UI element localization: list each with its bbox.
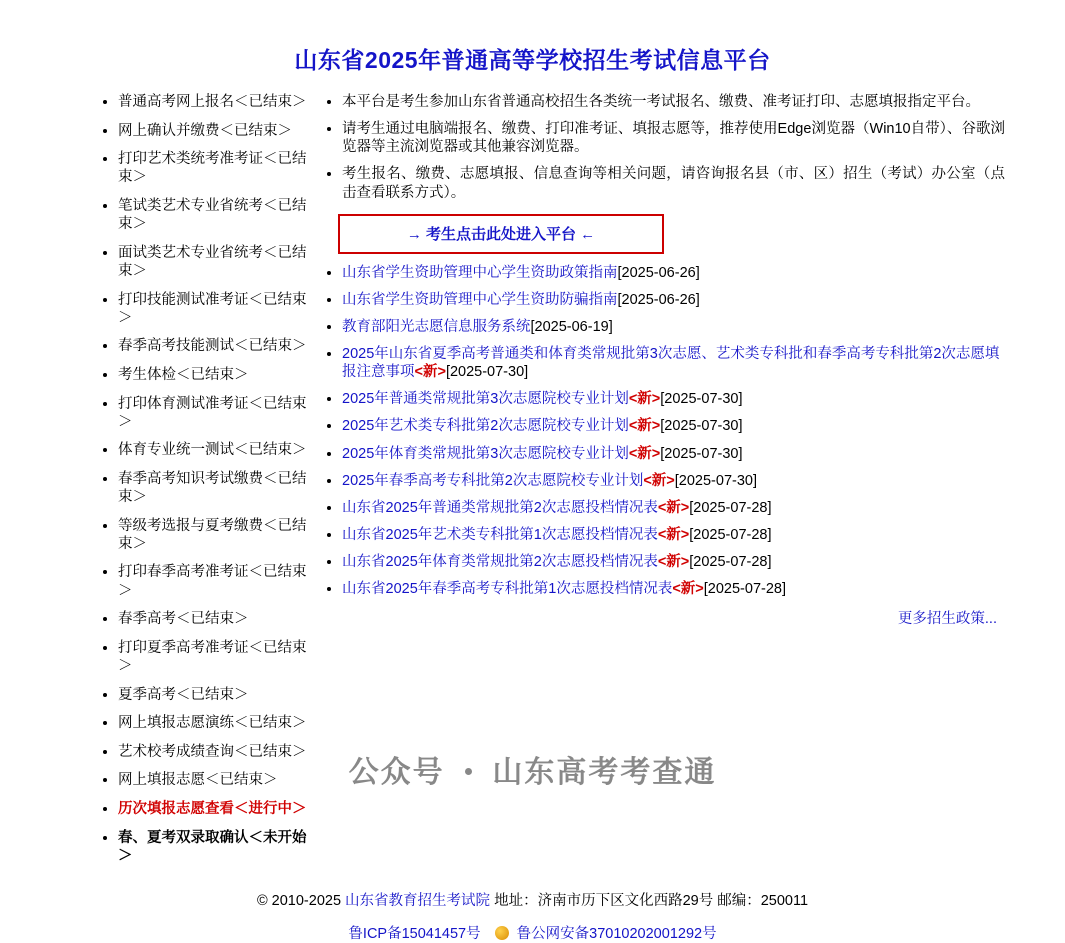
news-date: [2025-07-28] [689, 499, 772, 516]
menu-item-label: 打印春季高考准考证＜已结束＞ [118, 564, 307, 599]
news-link[interactable]: 2025年体育类常规批第3次志愿院校专业计划 [342, 445, 629, 462]
footer-beian [0, 922, 1065, 943]
list-item[interactable] [118, 639, 310, 675]
news-link[interactable]: 2025年春季高考专科批第2次志愿院校专业计划 [342, 472, 644, 489]
list-item[interactable] [342, 345, 1005, 381]
list-item[interactable] [342, 472, 1005, 490]
watermark-prefix: 公众号 [348, 756, 445, 789]
new-badge: <新> [672, 581, 704, 598]
menu-item-label: 等级考选报与夏考缴费＜已结束＞ [118, 517, 307, 552]
intro-paragraph: • 考生报名、缴费、志愿填报、信息查询等相关问题，请咨询报名县（市、区）招生（考试）办公室（点击查看联系方式）。 [342, 165, 1005, 201]
menu-item-label: 打印艺术类统考准考证＜已结束＞ [118, 151, 307, 186]
menu-item-label: 春、夏考双录取确认＜未开始＞ [118, 829, 307, 864]
list-item[interactable] [342, 390, 1005, 408]
menu-item-label: 艺术校考成绩查询＜已结束＞ [118, 743, 307, 760]
list-item[interactable] [118, 714, 310, 732]
new-badge: <新> [643, 472, 675, 489]
list-item[interactable] [118, 93, 310, 111]
copyright-text: © 2010-2025 [256, 893, 342, 910]
news-date: [2025-07-30] [660, 391, 743, 408]
menu-item-label: 打印体育测试准考证＜已结束＞ [118, 395, 307, 430]
news-list [320, 264, 1005, 599]
list-item-not-started[interactable] [118, 829, 310, 865]
icp-link[interactable]: 鲁ICP备15041457号 [348, 926, 481, 943]
more-policies-link[interactable]: 更多招生政策... [897, 611, 997, 628]
menu-item-label: 网上填报志愿演练＜已结束＞ [118, 715, 307, 732]
menu-item-label: 面试类艺术专业省统考＜已结束＞ [118, 244, 307, 279]
news-link[interactable]: 山东省学生资助管理中心学生资助政策指南 [342, 264, 618, 281]
news-date: [2025-07-28] [689, 554, 772, 570]
list-item[interactable] [118, 610, 310, 628]
list-item[interactable] [118, 337, 310, 355]
list-item[interactable] [342, 580, 1005, 598]
news-date: [2025-07-30] [674, 472, 757, 489]
list-item[interactable] [342, 318, 1005, 336]
new-badge: <新> [657, 499, 690, 516]
news-link[interactable]: 2025年艺术类专科批第2次志愿院校专业计划 [342, 418, 629, 435]
page-title: 山东省2025年普通高等学校招生考试信息平台 [294, 47, 771, 73]
new-badge: <新> [628, 445, 661, 462]
list-item[interactable] [118, 470, 310, 506]
police-badge-icon [495, 926, 509, 940]
new-badge: <新> [657, 526, 690, 543]
menu-item-label: 历次填报志愿查看＜进行中＞ [118, 801, 307, 817]
list-item[interactable] [118, 291, 310, 327]
news-link[interactable]: 山东省2025年艺术类专科批第1次志愿投档情况表 [342, 526, 658, 543]
enter-platform-button[interactable]: → 考生点击此处进入平台 ← [338, 214, 664, 254]
menu-item-label: 考生体检＜已结束＞ [118, 366, 249, 383]
gongan-link[interactable]: 鲁公网安备37010202001292号 [516, 926, 717, 943]
menu-item-label: 打印夏季高考准考证＜已结束＞ [118, 639, 307, 674]
list-item[interactable] [118, 395, 310, 431]
list-item[interactable] [342, 264, 1005, 282]
menu-item-label: 网上确认并缴费＜已结束＞ [118, 122, 292, 139]
list-item-in-progress[interactable] [118, 800, 310, 818]
news-date: [2025-06-26] [617, 291, 700, 308]
list-item[interactable] [118, 244, 310, 280]
menu-item-label: 体育专业统一测试＜已结束＞ [118, 442, 307, 459]
watermark-suffix: 山东高考考查通 [492, 756, 717, 789]
news-date: [2025-07-30] [445, 364, 529, 381]
new-badge: <新> [628, 418, 661, 435]
list-item[interactable] [118, 150, 310, 186]
list-item[interactable] [118, 517, 310, 553]
watermark [0, 747, 1065, 791]
news-date: [2025-06-19] [530, 318, 613, 335]
news-link[interactable]: 山东省学生资助管理中心学生资助防骗指南 [342, 291, 618, 308]
list-item[interactable] [118, 366, 310, 384]
org-link[interactable]: 山东省教育招生考试院 [345, 893, 491, 910]
news-link[interactable]: 教育部阳光志愿信息服务系统 [342, 318, 531, 335]
news-date: [2025-06-26] [617, 264, 700, 281]
menu-item-label: 网上填报志愿＜已结束＞ [118, 772, 278, 789]
menu-item-label: 打印技能测试准考证＜已结束＞ [118, 291, 307, 326]
news-link[interactable]: 山东省2025年春季高考专科批第1次志愿投档情况表 [342, 581, 673, 598]
list-item[interactable] [118, 563, 310, 599]
list-item[interactable] [118, 122, 310, 140]
list-item[interactable] [342, 526, 1005, 544]
list-item[interactable] [342, 445, 1005, 463]
menu-item-label: 春季高考＜已结束＞ [118, 611, 249, 628]
address-text: 地址：济南市历下区文化西路29号 邮编：250011 [494, 893, 809, 910]
menu-item-label: 夏季高考＜已结束＞ [118, 686, 249, 703]
news-link[interactable]: 2025年普通类常规批第3次志愿院校专业计划 [342, 391, 629, 408]
list-item[interactable] [342, 553, 1005, 571]
news-date: [2025-07-30] [660, 418, 743, 435]
news-link[interactable]: 山东省2025年体育类常规批第2次志愿投档情况表 [342, 554, 658, 570]
list-item[interactable] [342, 291, 1005, 309]
intro-paragraph: • 请考生通过电脑端报名、缴费、打印准考证、填报志愿等，推荐使用Edge浏览器（Win10自带）、谷歌浏览器等主流浏览器或其他兼容浏览器。 [342, 120, 1005, 156]
footer-copyright [0, 889, 1065, 910]
news-date: [2025-07-28] [689, 526, 772, 543]
menu-item-label: 笔试类艺术专业省统考＜已结束＞ [118, 198, 307, 233]
news-date: [2025-07-28] [703, 581, 786, 598]
menu-item-label: 普通高考网上报名＜已结束＞ [118, 94, 307, 110]
list-item[interactable] [118, 686, 310, 704]
intro-list [320, 93, 1005, 202]
menu-item-label: 春季高考知识考试缴费＜已结束＞ [118, 470, 307, 505]
list-item[interactable] [118, 441, 310, 459]
watermark-dot-icon [465, 768, 472, 775]
list-item[interactable] [118, 197, 310, 233]
intro-paragraph: • 本平台是考生参加山东省普通高校招生各类统一考试报名、缴费、准考证打印、志愿填报指定平台。 [342, 93, 1005, 111]
list-item[interactable] [342, 417, 1005, 435]
new-badge: <新> [628, 391, 661, 408]
menu-item-label: 春季高考技能测试＜已结束＞ [118, 338, 307, 355]
new-badge: <新> [414, 364, 446, 381]
news-link[interactable]: 2025年山东省夏季高考普通类和体育类常规批第3次志愿、艺术类专科批和春季高考专科批第2次志愿填报注意事项 [342, 346, 1000, 381]
news-link[interactable]: 山东省2025年普通类常规批第2次志愿投档情况表 [342, 499, 658, 516]
list-item[interactable] [342, 499, 1005, 517]
news-date: [2025-07-30] [660, 445, 743, 462]
new-badge: <新> [657, 554, 690, 570]
